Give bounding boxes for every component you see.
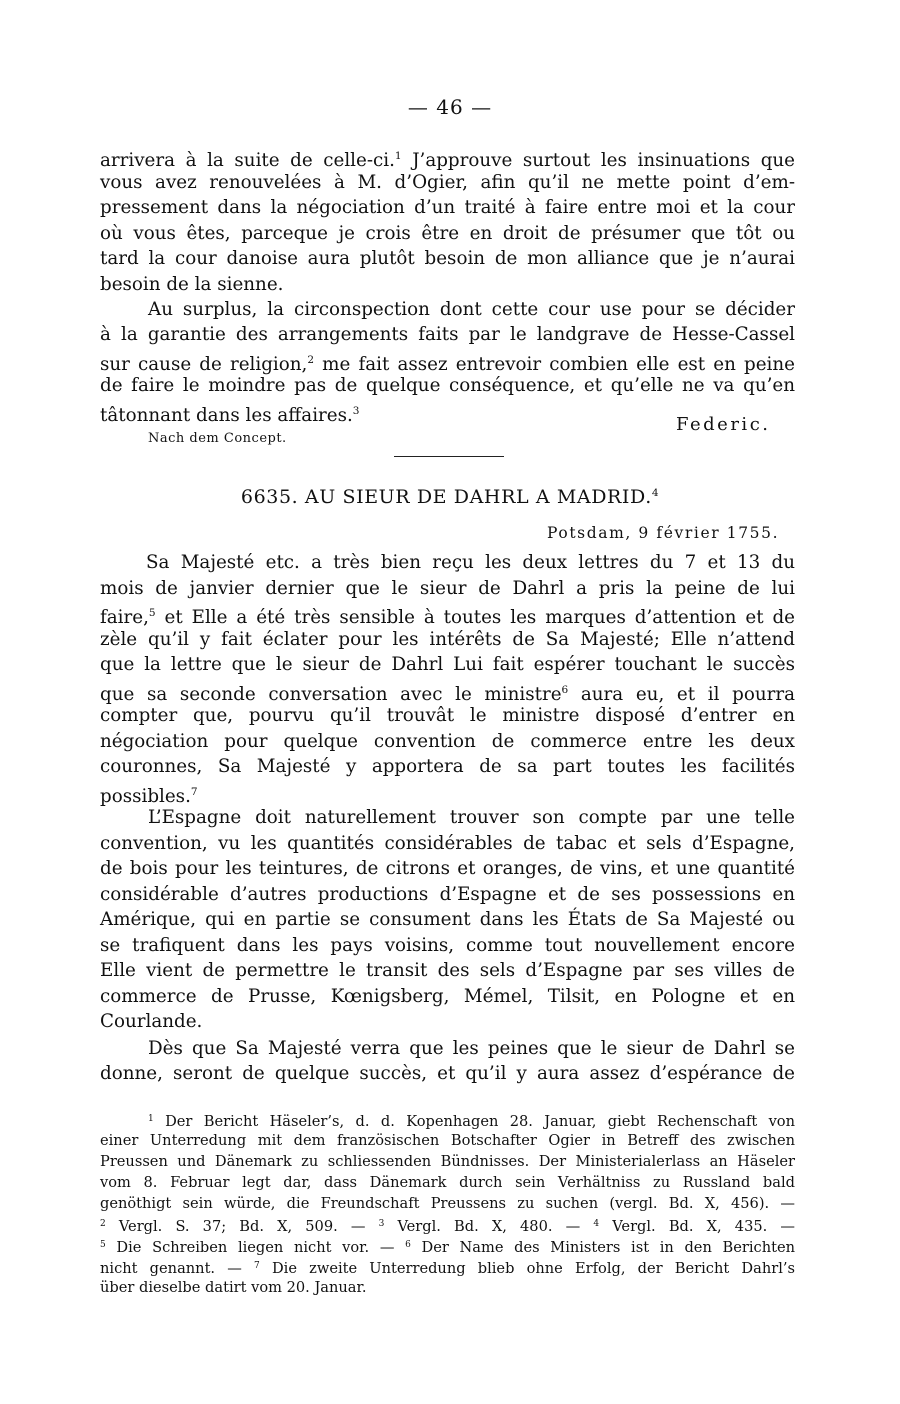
note-marker: 6 [561, 684, 569, 696]
note-marker: 1 [394, 150, 402, 162]
text-line: zèle qu’il y fait éclater pour les intérêts de Sa Majesté; Elle n’attend [100, 629, 795, 650]
note-marker: 6 [405, 1240, 411, 1250]
footnote-line: vom 8. Februar legt dar, dass Dänemark durch sein Verhältniss zu Russland bald [100, 1174, 795, 1191]
text-line: Sa Majesté etc. a très bien reçu les deux lettres du 7 et 13 du [146, 552, 795, 573]
footnote-line: genöthigt sein würde, die Freundschaft Preussens zu suchen (vergl. Bd. X, 456). — [100, 1195, 795, 1212]
text-line: besoin de la sienne. [100, 274, 284, 295]
note-marker: 2 [100, 1219, 106, 1229]
text-line: sur cause de religion,$^2$ me fait assez entrevoir combien elle est en peine [100, 354, 795, 375]
note-marker: 3 [352, 405, 360, 417]
text-line: de bois pour les teintures, de citrons et oranges, de vins, et une quantité [100, 858, 795, 879]
section-divider [394, 456, 504, 457]
text-line: se trafiquent dans les pays voisins, comme tout nouvellement encore [100, 935, 795, 956]
text-line: de faire le moindre pas de quelque conséquence, et qu’elle ne va qu’en [100, 375, 795, 396]
text-line: convention, vu les quantités considérables de tabac et sels d’Espagne, [100, 833, 795, 854]
note-marker: 1 [148, 1114, 154, 1124]
text-line: tâtonnant dans les affaires.$^3$ [100, 405, 360, 426]
text-line: Au surplus, la circonspection dont cette cour use pour se décider [148, 299, 795, 320]
note-marker: 7 [254, 1261, 260, 1271]
note-marker: 7 [190, 786, 198, 798]
note-marker: 4 [593, 1219, 600, 1229]
text-line: mois de janvier dernier que le sieur de Dahrl a pris la peine de lui [100, 578, 795, 599]
text-line: possibles.$^7$ [100, 786, 198, 807]
text-line: compter que, pourvu qu’il trouvât le ministre disposé d’entrer en [100, 705, 795, 726]
text-line: Elle vient de permettre le transit des sels d’Espagne par ses villes de [100, 960, 795, 981]
text-line: que sa seconde conversation avec le ministre$^6$ aura eu, et il pourra [100, 684, 795, 705]
text-line: négociation pour quelque convention de commerce entre les deux [100, 731, 795, 752]
footnote-line: nicht genannt. — $^7$ Die zweite Unterredung blieb ohne Erfolg, der Bericht Dahrl’s [100, 1260, 795, 1277]
text-line: que la lettre que le sieur de Dahrl Lui fait espérer touchant le succès [100, 654, 795, 675]
text-line: donne, seront de quelque succès, et qu’il y aura assez d’espérance de [100, 1063, 795, 1084]
text-line: considérable d’autres productions d’Espagne et de ses possessions en [100, 884, 795, 905]
letter-heading: 6635. AU SIEUR DE DAHRL A MADRID.$^4$ [240, 486, 660, 508]
text-line: pressement dans la négociation d’un traité à faire entre moi et la cour [100, 197, 795, 218]
text-line: arrivera à la suite de celle-ci.$^1$ J’approuve surtout les insinuations que [100, 150, 796, 171]
text-line: où vous êtes, parceque je crois être en droit de présumer que tôt ou [100, 223, 795, 244]
note-marker: 5 [100, 1240, 106, 1250]
footnote-line: über dieselbe datirt vom 20. Januar. [100, 1279, 367, 1296]
footnote-line: $^2$ Vergl. S. 37; Bd. X, 509. — $^3$ Vergl. Bd. X, 480. — $^4$ Vergl. Bd. X, 435. — [100, 1218, 796, 1235]
note-marker: 4 [651, 487, 660, 499]
text-line: à la garantie des arrangements faits par le landgrave de Hesse-Cassel [100, 324, 795, 345]
note-marker: 3 [378, 1219, 385, 1229]
signature: Federic. [676, 414, 771, 435]
dateline: Potsdam, 9 février 1755. [547, 524, 780, 542]
text-line: couronnes, Sa Majesté y apportera de sa part toutes les facilités [100, 756, 795, 777]
text-line: Dès que Sa Majesté verra que les peines que le sieur de Dahrl se [148, 1038, 795, 1059]
footnote-line: $^5$ Die Schreiben liegen nicht vor. — $^6$ Der Name des Ministers ist in den Berichten [100, 1239, 795, 1256]
footnote-line: einer Unterredung mit dem französischen Botschafter Ogier in Betreff des zwischen [100, 1132, 795, 1149]
note-marker: 5 [148, 607, 156, 619]
text-line: Courlande. [100, 1011, 203, 1032]
footnote-line: $^1$ Der Bericht Häseler’s, d. d. Kopenhagen 28. Januar, giebt Rechenschaft von [148, 1113, 795, 1130]
text-line: tard la cour danoise aura plutôt besoin de mon alliance que je n’aurai [100, 248, 795, 269]
source-note: Nach dem Concept. [148, 431, 287, 446]
page-number: — 46 — [407, 95, 493, 119]
text-line: faire,$^5$ et Elle a été très sensible à toutes les marques d’attention et de [100, 607, 795, 628]
text-line: commerce de Prusse, Kœnigsberg, Mémel, Tilsit, en Pologne et en [100, 986, 795, 1007]
text-line: Amérique, qui en partie se consument dans les États de Sa Majesté ou [100, 909, 795, 930]
text-line: L’Espagne doit naturellement trouver son compte par une telle [148, 807, 795, 828]
footnote-line: Preussen und Dänemark zu schliessenden Bündnisses. Der Ministerialerlass an Häseler [100, 1153, 795, 1170]
note-marker: 2 [307, 354, 315, 366]
text-line: vous avez renouvelées à M. d’Ogier, afin qu’il ne mette point d’em- [100, 172, 795, 193]
